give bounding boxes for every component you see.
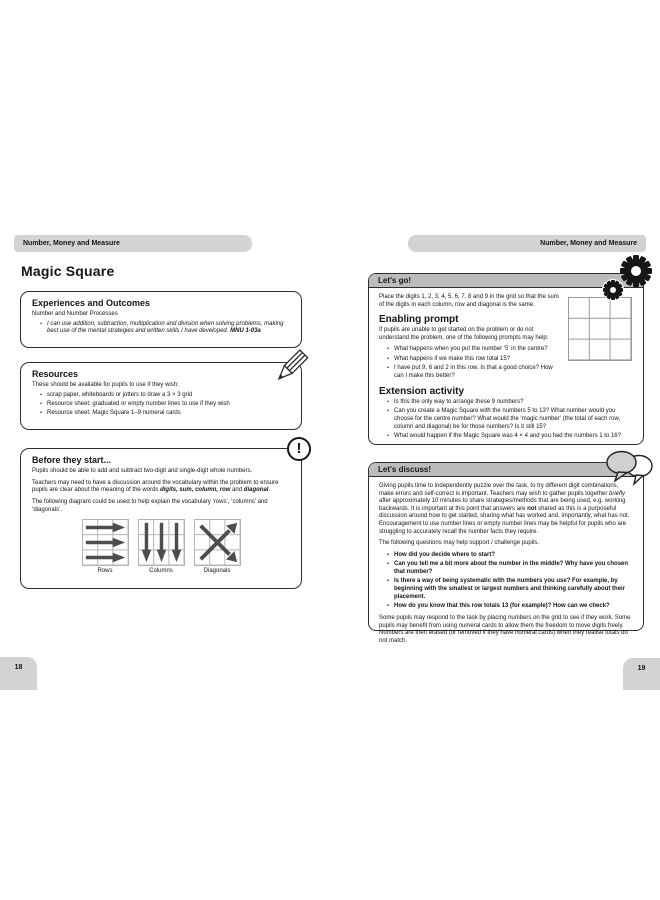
p1-text: after approximately 10 minutes to share strategies/methods that are being used, e.g. working backwards. It is important at this point that answers are bbox=[379, 498, 626, 512]
discuss-question-item: • How did you decide where to start? bbox=[394, 552, 633, 560]
experiences-outcome-item bbox=[47, 321, 290, 337]
p2-text: . bbox=[268, 487, 271, 494]
p2-vocab-words: digits, sum, column, row bbox=[160, 487, 231, 494]
diagonals-grid bbox=[194, 519, 241, 566]
diagonals-arrows-icon bbox=[195, 520, 240, 565]
before-paragraph-1: Pupils should be able to add and subtract two-digit and single-digit whole numbers. bbox=[32, 468, 253, 474]
diagram-rows bbox=[82, 519, 129, 574]
resources-intro: These should be available for pupils to use if they wish: bbox=[32, 382, 179, 388]
vocabulary-diagram bbox=[32, 519, 290, 574]
columns-label: Columns bbox=[149, 568, 173, 575]
before-paragraph-3: The following diagram could be used to help explain the vocabulary ‘rows’, ‘columns’ and ‘diagonals’. bbox=[32, 499, 268, 513]
experiences-subheading: Number and Number Processes bbox=[32, 311, 118, 317]
page-title: Magic Square bbox=[21, 263, 115, 279]
experiences-list bbox=[32, 321, 290, 337]
p1-italic: briefly bbox=[609, 490, 626, 497]
resource-item: • Resource sheet: graduated or empty number lines to use if they wish bbox=[47, 401, 290, 409]
outcome-text: I can use addition, subtraction, multiplication and division when solving problems, making best use of the mental strategies and written skills I have developed. bbox=[47, 320, 284, 335]
before-heading: Before they start... bbox=[32, 455, 112, 465]
exclamation-glyph: ! bbox=[296, 440, 302, 457]
discuss-paragraph-2: The following questions may help support / challenge pupils. bbox=[379, 540, 540, 547]
lets-go-header: Let's go! bbox=[369, 274, 643, 288]
lets-go-box bbox=[368, 273, 644, 445]
resource-item: • Resource sheet: Magic Square 1–9 numeral cards bbox=[47, 410, 290, 418]
extension-activity-item: • What would happen if the Magic Square was 4 × 4 and you had the numbers 1 to 16? bbox=[394, 433, 633, 441]
discuss-question-item: • Is there a way of being systematic with the numbers you use? For example, by beginning with the smallest or largest numbers and thinking carefully about their placement. bbox=[394, 578, 633, 601]
resources-list bbox=[32, 392, 290, 418]
p2-text: and bbox=[230, 487, 244, 494]
columns-arrows-icon bbox=[139, 520, 184, 565]
columns-grid bbox=[138, 519, 185, 566]
discuss-paragraph-3: Some pupils may respond to the task by placing numbers on the grid to see if they work. Some pupils may benefit from using numeral cards to allow them the freedom to move digits freely. Numbers are then erased (or removed if they have numeral cards) when they realise totals do not match. bbox=[379, 614, 631, 644]
resources-box bbox=[20, 362, 302, 430]
outcome-code: MNU 1-03a bbox=[230, 328, 261, 335]
extension-activity-item: • Can you create a Magic Square with the numbers 5 to 13? What number would you choose for the centre number? What would the ‘magic number’ (the total of each row, column and diagonal) be for those numbers? Is it still 15? bbox=[394, 408, 633, 431]
exclamation-icon bbox=[287, 437, 311, 461]
p1-text: Giving pupils time to independently puzzle over the task, to try different digit combinations, make errors and self-correct is important. Teachers may wish to gather pupils together bbox=[379, 483, 619, 497]
enabling-prompt-item: • What happens if we make this row total 15? bbox=[394, 356, 633, 364]
resources-heading: Resources bbox=[32, 369, 79, 379]
section-header-left: Number, Money and Measure bbox=[14, 235, 252, 252]
enabling-prompt-intro: If pupils are unable to get started on the problem or do not understand the problem, one of the following prompts may help: bbox=[379, 327, 549, 341]
gears-icon bbox=[600, 253, 656, 303]
diagram-diagonals bbox=[194, 519, 241, 574]
extension-activity-item: • Is this the only way to arrange these 9 numbers? bbox=[394, 399, 633, 407]
before-paragraph-2 bbox=[32, 480, 290, 495]
page-number-left: 18 bbox=[0, 657, 37, 690]
experiences-outcomes-box bbox=[20, 291, 302, 348]
p1-text: shared as this is a purposeful discussion around how to get started, sharing what has worked and, importantly, what has not. Encouragement to use number lines or empty number lines may be helpful for pupils who are struggling to accurately recall the number facts they require. bbox=[379, 505, 630, 535]
discuss-paragraph-1 bbox=[379, 483, 633, 536]
extension-activity-list bbox=[379, 399, 633, 441]
discuss-question-item: • How do you know that this row totals 13 (for example)? How can we check? bbox=[394, 603, 633, 611]
resource-item: • scrap paper, whiteboards or jotters to draw a 3 × 3 grid bbox=[47, 392, 290, 400]
page-number-right: 19 bbox=[623, 658, 660, 690]
section-header-right: Number, Money and Measure bbox=[408, 235, 646, 252]
enabling-prompt-heading: Enabling prompt bbox=[379, 314, 459, 326]
lets-discuss-header: Let's discuss! bbox=[369, 463, 643, 477]
p1-bold: not bbox=[527, 505, 537, 512]
rows-grid bbox=[82, 519, 129, 566]
p2-text: Teachers may need to have a discussion around the vocabulary within the problem to ensure pupils are clear about the meaning of the words bbox=[32, 479, 279, 494]
extension-activity-heading: Extension activity bbox=[379, 385, 465, 397]
before-they-start-box bbox=[20, 440, 302, 589]
experiences-heading: Experiences and Outcomes bbox=[32, 298, 151, 308]
speech-bubbles-icon bbox=[605, 450, 655, 488]
diagonals-label: Diagonals bbox=[203, 568, 231, 575]
rows-arrows-icon bbox=[83, 520, 128, 565]
enabling-prompt-list bbox=[379, 346, 633, 380]
lets-go-intro: Place the digits 1, 2, 3, 4, 5, 6, 7, 8 and 9 in the grid so that the sum of the digits in each column, row and diagonal is the same. bbox=[379, 294, 559, 308]
lets-discuss-box bbox=[368, 462, 644, 644]
rows-label: Rows bbox=[97, 568, 113, 575]
p2-vocab-word: diagonal bbox=[243, 487, 269, 494]
diagram-columns bbox=[138, 519, 185, 574]
enabling-prompt-item: • What happens when you put the number ‘5’ in the centre? bbox=[394, 346, 633, 354]
discuss-question-item: • Can you tell me a bit more about the number in the middle? Why have you chosen that number? bbox=[394, 561, 633, 577]
enabling-prompt-item: • I have put 9, 6 and 2 in this row. Is that a good choice? How can I make this better? bbox=[394, 365, 633, 381]
pencil-icon bbox=[271, 348, 309, 386]
discuss-question-list bbox=[379, 552, 633, 611]
